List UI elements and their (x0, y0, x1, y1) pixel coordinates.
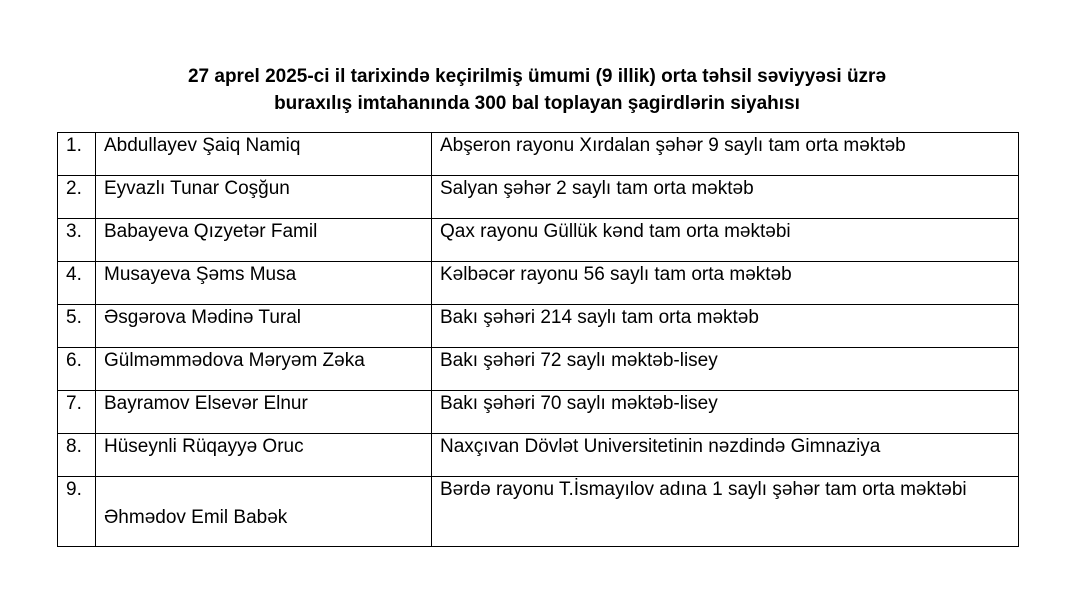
row-number: 2. (58, 176, 96, 219)
table-row (58, 391, 1019, 434)
school-name: Bakı şəhəri 70 saylı məktəb-lisey (432, 391, 1019, 434)
school-name: Naxçıvan Dövlət Universitetinin nəzdində Gimnaziya (432, 434, 1019, 477)
school-name: Salyan şəhər 2 saylı tam orta məktəb (432, 176, 1019, 219)
row-number: 4. (58, 262, 96, 305)
school-name: Kəlbəcər rayonu 56 saylı tam orta məktəb (432, 262, 1019, 305)
table-row (58, 219, 1019, 262)
table-row (58, 348, 1019, 391)
student-name: Əsgərova Mədinə Tural (96, 305, 432, 348)
school-name: Bakı şəhəri 72 saylı məktəb-lisey (432, 348, 1019, 391)
student-name: Əhmədov Emil Babək (96, 477, 432, 547)
student-name: Abdullayev Şaiq Namiq (96, 133, 432, 176)
table-row (58, 262, 1019, 305)
school-name: Qax rayonu Güllük kənd tam orta məktəbi (432, 219, 1019, 262)
school-name: Bərdə rayonu T.İsmayılov adına 1 saylı şəhər tam orta məktəbi (432, 477, 1019, 547)
row-number: 6. (58, 348, 96, 391)
table-row (58, 477, 1019, 547)
row-number: 1. (58, 133, 96, 176)
school-name: Abşeron rayonu Xırdalan şəhər 9 saylı tam orta məktəb (432, 133, 1019, 176)
table-row (58, 434, 1019, 477)
student-name: Gülməmmədova Məryəm Zəka (96, 348, 432, 391)
table-row (58, 305, 1019, 348)
title-line-1: 27 aprel 2025-ci il tarixində keçirilmiş ümumi (9 illik) orta təhsil səviyyəsi üzrə (187, 66, 887, 87)
row-number: 5. (58, 305, 96, 348)
row-number: 9. (58, 477, 96, 547)
school-name: Bakı şəhəri 214 saylı tam orta məktəb (432, 305, 1019, 348)
document-title (0, 63, 1074, 117)
title-line-2: buraxılış imtahanında 300 bal toplayan şagirdlərin siyahısı (274, 93, 800, 114)
students-table (57, 132, 1019, 547)
table-row (58, 176, 1019, 219)
student-name: Bayramov Elsevər Elnur (96, 391, 432, 434)
student-name: Babayeva Qızyetər Famil (96, 219, 432, 262)
student-name: Eyvazlı Tunar Coşğun (96, 176, 432, 219)
row-number: 8. (58, 434, 96, 477)
table-row (58, 133, 1019, 176)
student-name: Musayeva Şəms Musa (96, 262, 432, 305)
student-name: Hüseynli Rüqayyə Oruc (96, 434, 432, 477)
row-number: 3. (58, 219, 96, 262)
row-number: 7. (58, 391, 96, 434)
